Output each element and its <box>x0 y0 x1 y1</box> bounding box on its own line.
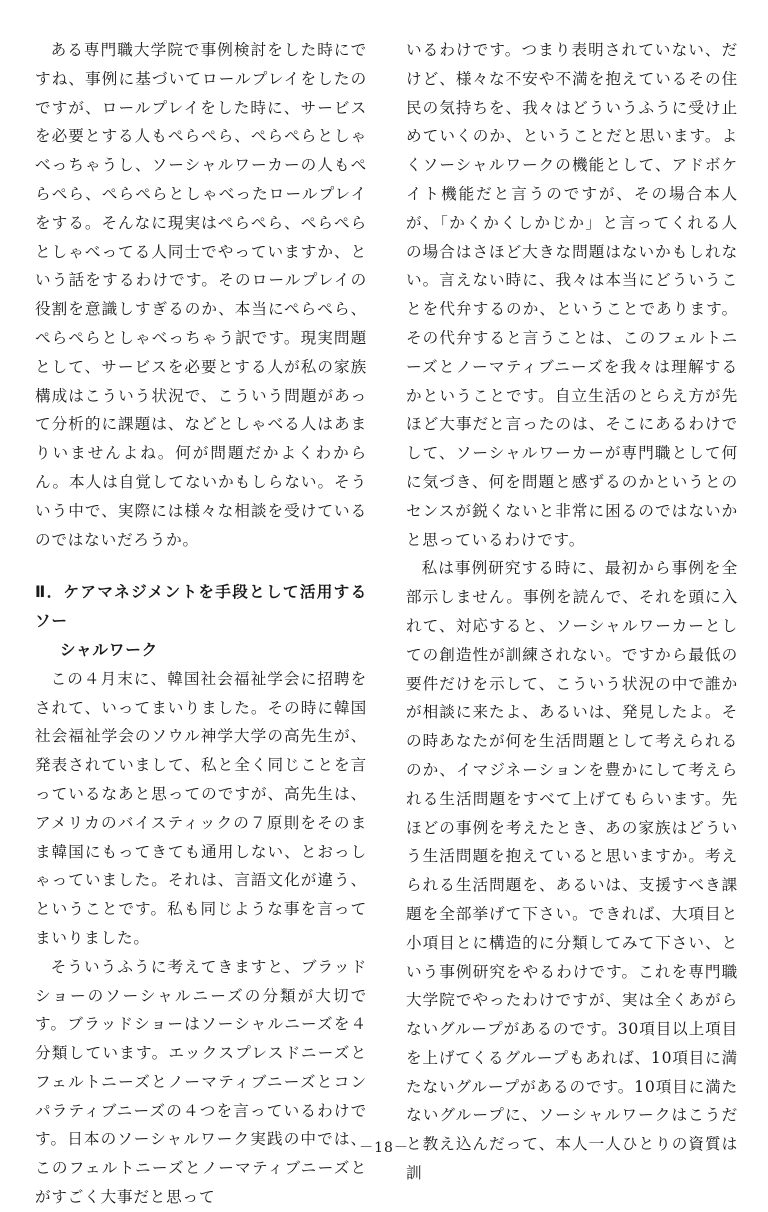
right-column <box>406 36 738 1188</box>
section-heading <box>35 578 367 664</box>
left-paragraph-3: そういうふうに考えてきますと、ブラッドショーのソーシャルニーズの分類が大切です。ブラッドショーはソーシャルニーズを４分類しています。エックスプレスドニーズとフェルトニーズとノーマティブニーズとコンパラティブニーズの４つを言っているわけです。日本のソーシャルワーク実践の中では、このフェルトニーズとノーマティブニーズとがすごく大事だと思って <box>35 957 367 1207</box>
section-heading-line2: シャルワーク <box>59 640 159 659</box>
right-paragraph-2: 私は事例研究する時に、最初から事例を全部示しません。事例を読んで、それを頭に入れて、対応すると、ソーシャルワーカーとしての創造性が訓練されない。ですから最低の要件だけを示して、こういう状況の中で誰かが相談に来たよ、あるいは、発見したよ。その時あなたが何を生活問題として考えられるのか、イマジネーションを豊かにして考えられる生活問題をすべて上げてもらいます。先ほどの事例を考えたとき、あの家族はどういう生活問題を抱えていると思いますか。考えられる生活問題を、あるいは、支援すべき課題を全部挙げて下さい。できれば、大項目と小項目とに構造的に分類してみて下さい、という事例研究をやるわけです。これを専門職大学院でやったわけですが、実は全くあがらないグループがあるのです。30項目以上項目を上げてくるグループもあれば、10項目に満たないグループがあるのです。10項目に満たないグループに、ソーシャルワークはこうだと教え込んだって、本人一人ひとりの資質は訓 <box>406 559 738 1183</box>
left-column <box>35 36 367 1212</box>
section-gap <box>35 554 367 578</box>
left-paragraph-2: この４月末に、韓国社会福祉学会に招聘をされて、いってまいりました。その時に韓国社会福祉学会のソウル神学大学の高先生が、発表されていまして、私と全く同じことを言っているなあと思ってのですが、高先生は、アメリカのバイスティックの７原則をそのまま韓国にもってきても通用しない、とおっしゃっていました。それは、言語文化が違う、ということです。私も同じような事を言ってまいりました。 <box>35 669 367 947</box>
left-paragraph-1: ある専門職大学院で事例検討をした時にですね、事例に基づいてロールプレイをしたのですが、ロールプレイをした時に、サービスを必要とする人もぺらぺら、ぺらぺらとしゃべっちゃうし、ソーシャルワーカーの人もぺらぺら、ぺらぺらとしゃべったロールプレイをする。そんなに現実はぺらぺら、ぺらぺらとしゃべってる人同士でやっていますか、という話をするわけです。そのロールプレイの役割を意識しすぎるのか、本当にぺらぺら、ぺらぺらとしゃべっちゃう訳です。現実問題として、サービスを必要とする人が私の家族構成はこういう状況で、こういう問題があって分析的に課題は、などとしゃべる人はあまりいませんよね。何が問題だかよくわからん。本人は自覚してないかもしらない。そういう中で、実際には様々な相談を受けているのではないだろうか。 <box>35 41 367 549</box>
page-number: －18－ <box>359 1140 409 1156</box>
section-heading-line1: Ⅱ．ケアマネジメントを手段として活用するソー <box>35 583 367 631</box>
right-paragraph-1: いるわけです。つまり表明されていない、だけど、様々な不安や不満を抱えているその住民の気持ちを、我々はどういうふうに受け止めていくのか、ということだと思います。よくソーシャルワークの機能として、アドボケイト機能だと言うのですが、その場合本人が、「かくかくしかじか」と言ってくれる人の場合はさほど大きな問題はないかもしれない。言えない時に、我々は本当にどういうことを代弁するのか、ということであります。その代弁すると言うことは、このフェルトニーズとノーマティブニーズを我々は理解するかということです。自立生活のとらえ方が先ほど大事だと言ったのは、そこにあるわけでして、ソーシャルワーカーが専門職として何に気づき、何を問題と感ずるのかというとのセンスが鋭くないと非常に困るのではないかと思っているわけです。 <box>406 41 738 549</box>
